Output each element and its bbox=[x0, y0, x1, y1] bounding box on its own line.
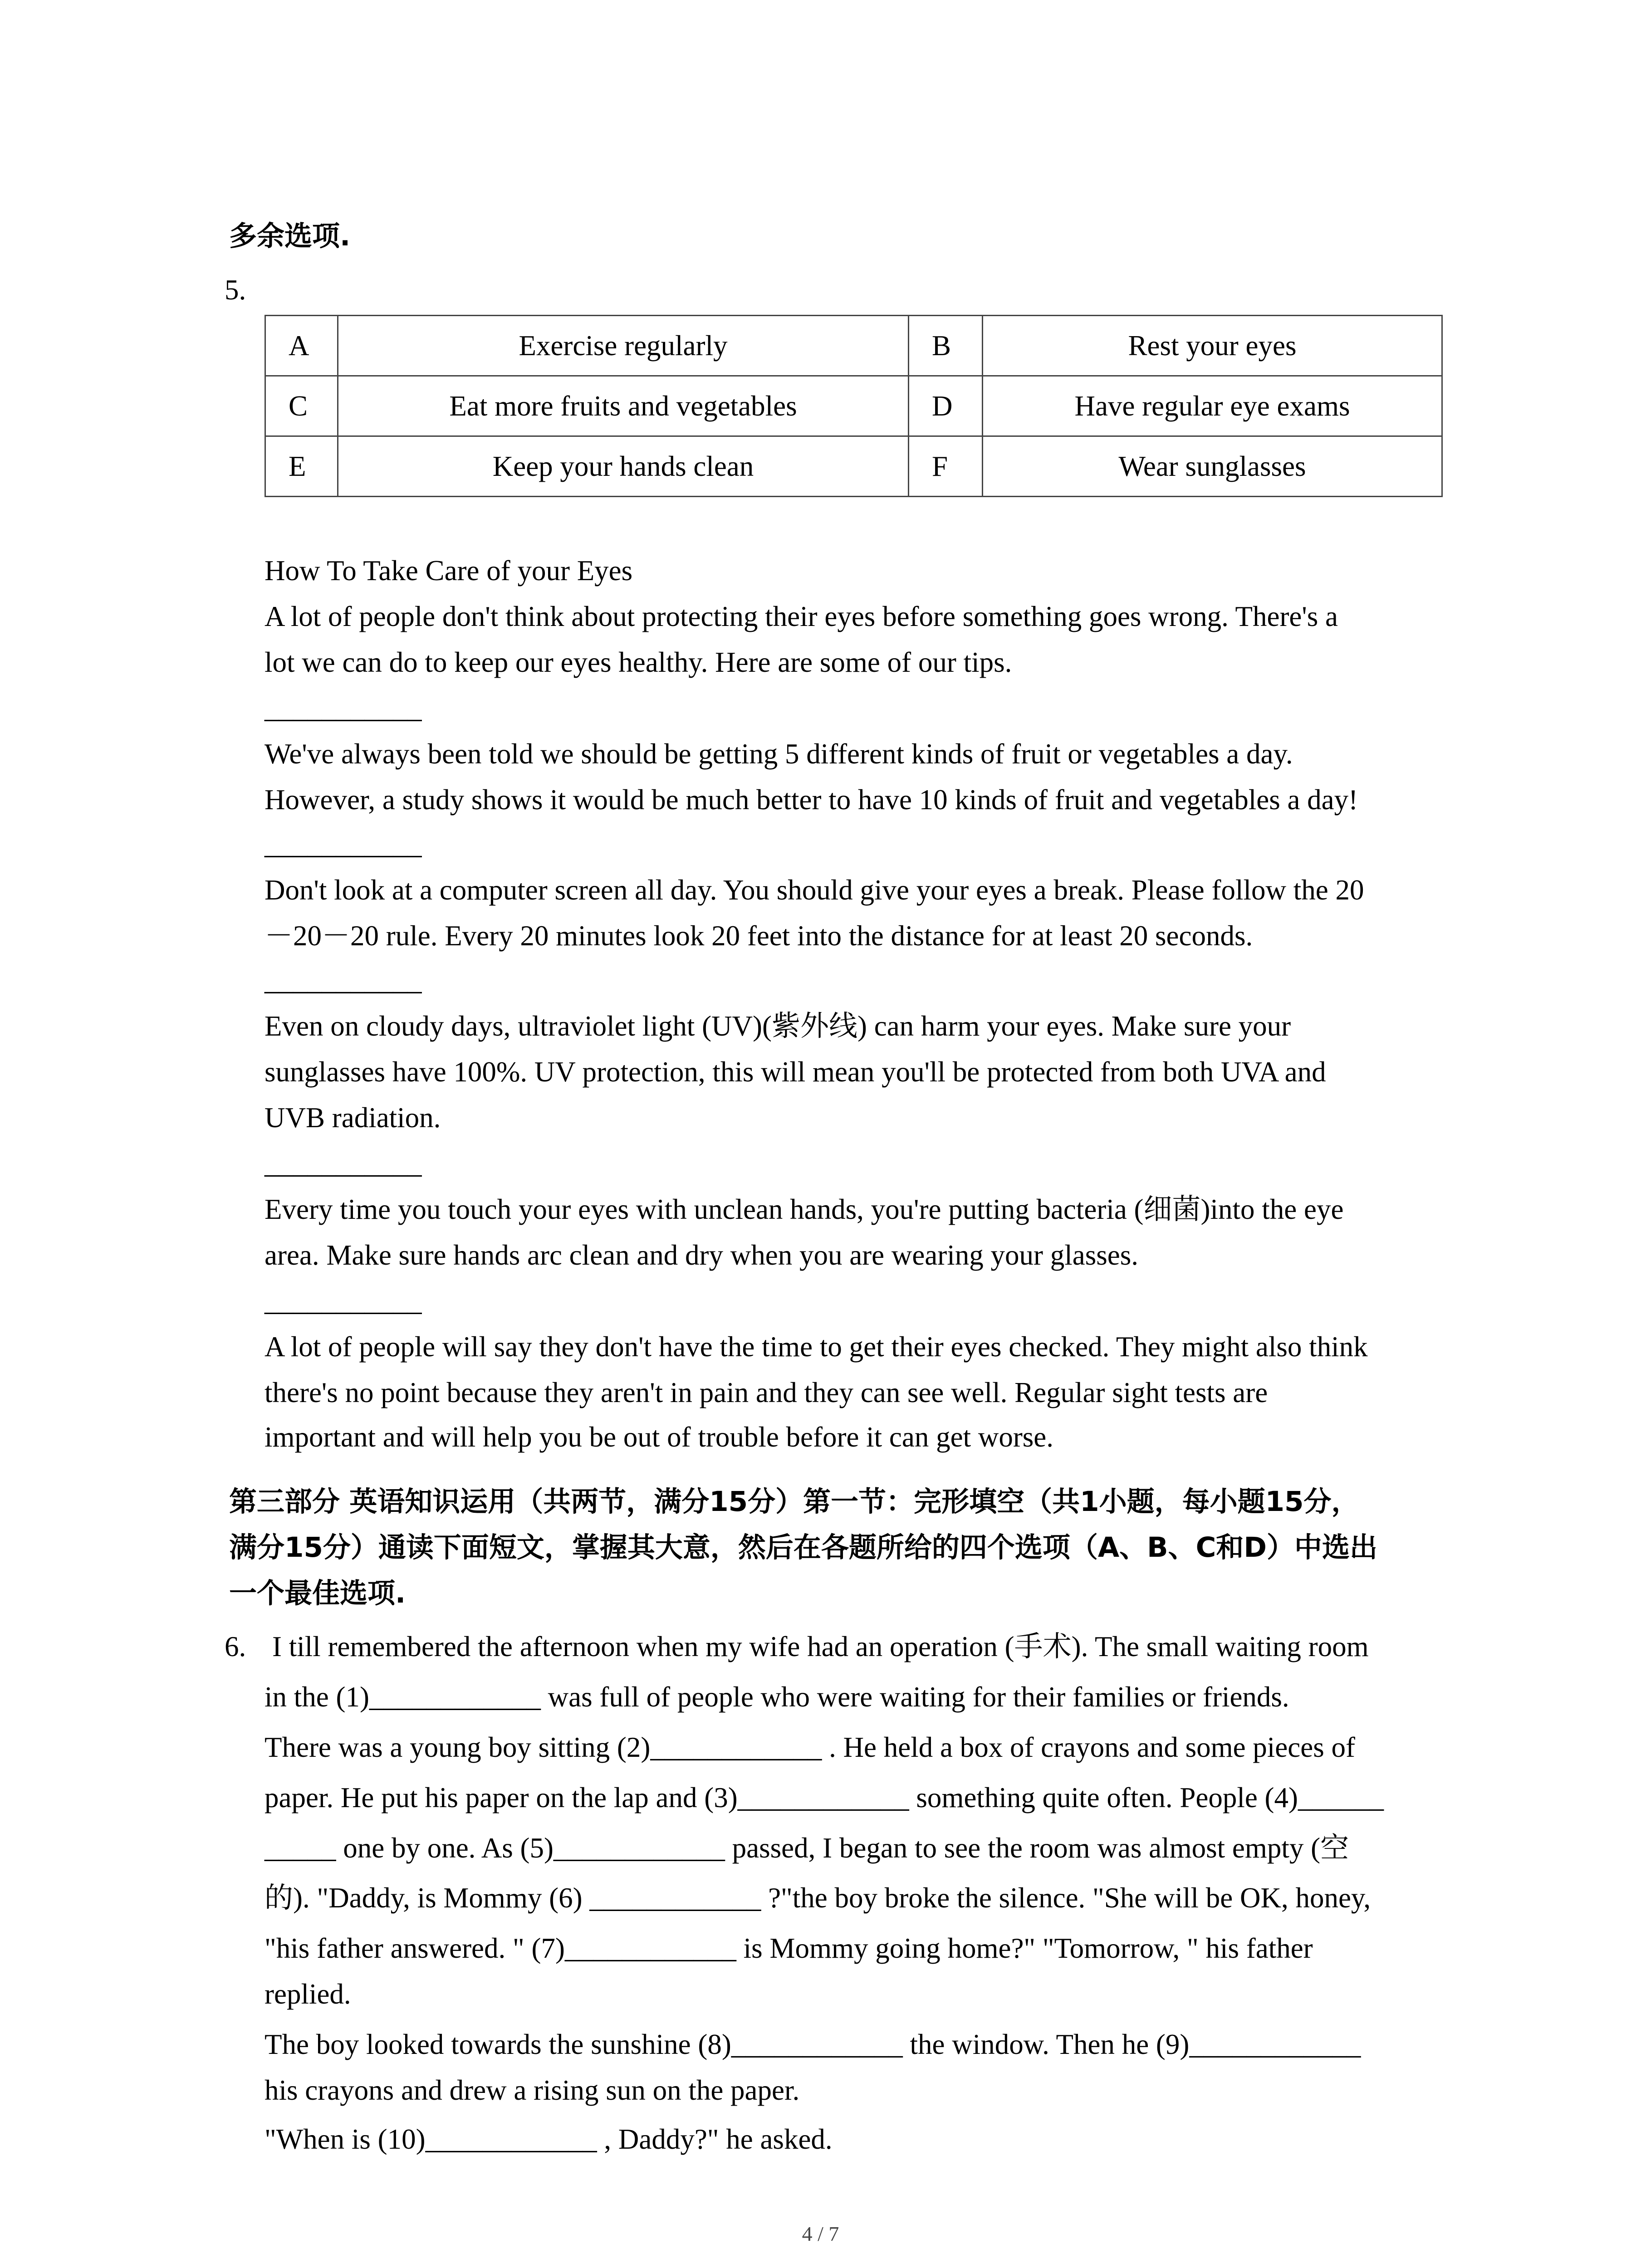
answer-blank: ___________ bbox=[265, 692, 422, 724]
option-text: Wear sunglasses bbox=[983, 436, 1442, 497]
option-letter: E bbox=[265, 436, 338, 497]
option-text: Keep your hands clean bbox=[338, 436, 909, 497]
option-text: Have regular eye exams bbox=[983, 376, 1442, 436]
cloze-line: I till remembered the afternoon when my wife had an operation (手术). The small waiting room bbox=[272, 1631, 1369, 1662]
passage-line: UVB radiation. bbox=[265, 1102, 441, 1134]
passage-line: area. Make sure hands arc clean and dry when you are wearing your glasses. bbox=[265, 1239, 1138, 1271]
section-heading: 满分15分）通读下面短文，掌握其大意，然后在各题所给的四个选项（A、B、C和D）中选出 bbox=[229, 1531, 1377, 1564]
cloze-line: "his father answered. " (7)____________ is Mommy going home?" "Tomorrow, " his father bbox=[265, 1932, 1313, 1964]
passage-line: important and will help you be out of trouble before it can get worse. bbox=[265, 1421, 1054, 1453]
option-text: Eat more fruits and vegetables bbox=[338, 376, 909, 436]
passage-line: －20－20 rule. Every 20 minutes look 20 feet into the distance for at least 20 seconds. bbox=[265, 920, 1253, 952]
option-letter: D bbox=[909, 376, 983, 436]
passage-line: A lot of people don't think about protecting their eyes before something goes wrong. There's a bbox=[265, 601, 1338, 632]
options-row bbox=[265, 316, 1442, 376]
passage-line: sunglasses have 100%. UV protection, this will mean you'll be protected from both UVA and bbox=[265, 1056, 1326, 1088]
page-number: 4 / 7 bbox=[802, 2222, 839, 2245]
option-letter: F bbox=[909, 436, 983, 497]
cloze-line: 的). "Daddy, is Mommy (6) ____________ ?"the boy broke the silence. "She will be OK, honey, bbox=[265, 1882, 1371, 1914]
cloze-line: in the (1)____________ was full of people who were waiting for their families or friends. bbox=[265, 1681, 1289, 1713]
option-letter: C bbox=[265, 376, 338, 436]
cloze-line: paper. He put his paper on the lap and (3)____________ something quite often. People (4)______ bbox=[265, 1782, 1384, 1813]
answer-blank: ___________ bbox=[265, 964, 422, 996]
section-heading: 第三部分 英语知识运用（共两节，满分15分）第一节：完形填空（共1小题，每小题15分， bbox=[229, 1486, 1359, 1518]
section-heading: 一个最佳选项. bbox=[229, 1577, 406, 1609]
passage-line: A lot of people will say they don't have the time to get their eyes checked. They might also think bbox=[265, 1331, 1368, 1363]
option-letter: B bbox=[909, 316, 983, 376]
answer-blank: ___________ bbox=[265, 828, 422, 860]
question-number: 5. bbox=[225, 274, 246, 306]
answer-blank: ___________ bbox=[265, 1148, 422, 1179]
cloze-line: There was a young boy sitting (2)____________ . He held a box of crayons and some pieces of bbox=[265, 1731, 1355, 1763]
option-letter: A bbox=[265, 316, 338, 376]
options-row bbox=[265, 436, 1442, 497]
option-text: Exercise regularly bbox=[338, 316, 909, 376]
section-note: 多余选项. bbox=[229, 220, 351, 252]
options-row bbox=[265, 376, 1442, 436]
passage-line: Every time you touch your eyes with unclean hands, you're putting bacteria (细菌)into the eye bbox=[265, 1193, 1344, 1225]
passage-line: However, a study shows it would be much better to have 10 kinds of fruit and vegetables a day! bbox=[265, 784, 1358, 816]
cloze-line: his crayons and drew a rising sun on the paper. bbox=[265, 2074, 800, 2106]
passage-title: How To Take Care of your Eyes bbox=[265, 555, 633, 587]
option-text: Rest your eyes bbox=[983, 316, 1442, 376]
cloze-line: _____ one by one. As (5)____________ passed, I began to see the room was almost empty (空 bbox=[265, 1832, 1349, 1864]
options-table bbox=[265, 315, 1443, 497]
cloze-line: "When is (10)____________ , Daddy?" he asked. bbox=[265, 2123, 833, 2155]
cloze-line: The boy looked towards the sunshine (8)____________ the window. Then he (9)____________ bbox=[265, 2028, 1361, 2060]
passage-line: lot we can do to keep our eyes healthy. Here are some of our tips. bbox=[265, 646, 1012, 678]
cloze-line: replied. bbox=[265, 1978, 351, 2010]
passage-line: Even on cloudy days, ultraviolet light (UV)(紫外线) can harm your eyes. Make sure your bbox=[265, 1010, 1291, 1042]
question-number: 6. bbox=[225, 1631, 246, 1662]
passage-line: there's no point because they aren't in pain and they can see well. Regular sight tests are bbox=[265, 1377, 1268, 1408]
passage-line: We've always been told we should be getting 5 different kinds of fruit or vegetables a day. bbox=[265, 738, 1293, 770]
answer-blank: ___________ bbox=[265, 1285, 422, 1317]
passage-line: Don't look at a computer screen all day. You should give your eyes a break. Please follow the 20 bbox=[265, 874, 1364, 906]
